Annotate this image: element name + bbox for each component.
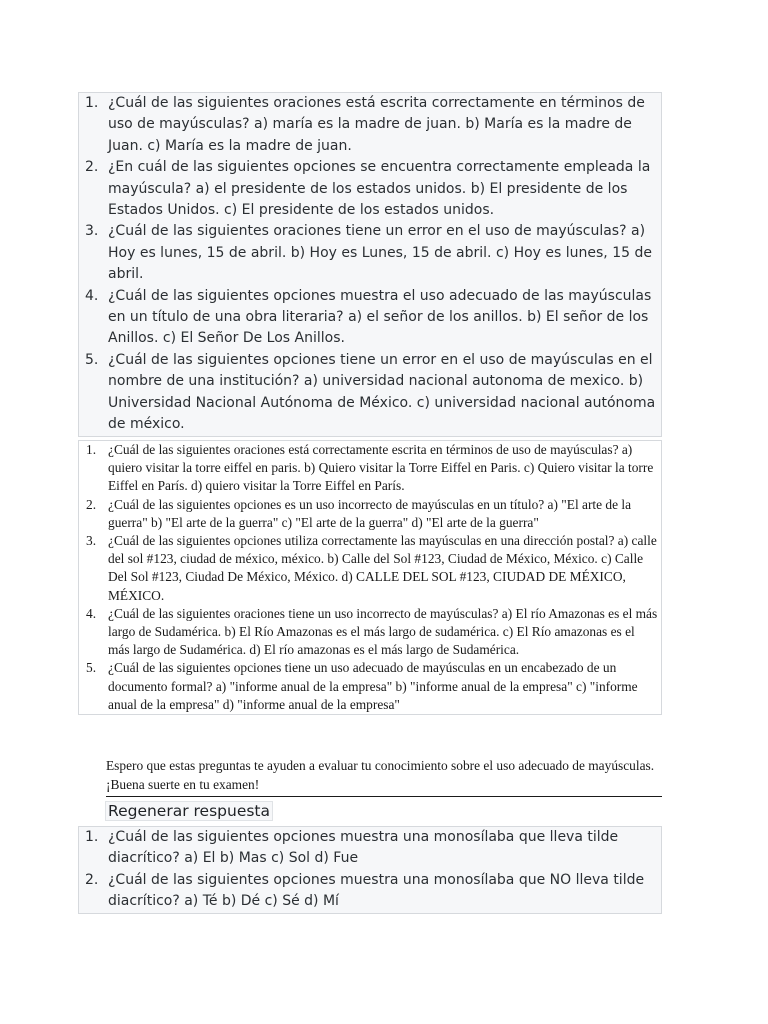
item-text: ¿Cuál de las siguientes opciones muestra una monosílaba que NO lleva tilde diacrítico? a) Té b) Dé c) Sé d) Mí bbox=[108, 871, 645, 910]
list-item bbox=[79, 496, 661, 532]
item-text: ¿Cuál de las siguientes opciones tiene un uso adecuado de mayúsculas en un encabezado de un documento formal? a) "informe anual de la empresa" b) "informe anual de la empresa" c) "informe anual de la empresa" d) "informe anual de la empresa" bbox=[108, 660, 638, 712]
closing-text: Espero que estas preguntas te ayuden a evaluar tu conocimiento sobre el uso adecuado de mayúsculas. ¡Buena suerte en tu examen! bbox=[106, 756, 662, 797]
list-item bbox=[79, 350, 661, 436]
item-number: 3. bbox=[85, 223, 99, 240]
item-number: 3. bbox=[86, 533, 97, 549]
list-item bbox=[79, 659, 661, 714]
item-text: ¿Cuál de las siguientes opciones utiliza correctamente las mayúsculas en una dirección postal? a) calle del sol #123, ciudad de méxico, méxico. b) Calle del Sol #123, Ciudad de México, México. c) Calle Del Sol #123, Ciudad De México, México. d) CALLE DEL SOL #123, CIUDAD DE MÉXICO, MÉXICO. bbox=[108, 533, 657, 603]
list-item bbox=[79, 605, 661, 660]
item-text: ¿Cuál de las siguientes opciones muestra una monosílaba que lleva tilde diacrítico? a) El b) Mas c) Sol d) Fue bbox=[108, 829, 619, 867]
item-text: ¿Cuál de las siguientes opciones tiene un error en el uso de mayúsculas en el nombre de una institución? a) universidad nacional autonoma de mexico. b) Universidad Nacional Autónoma de México. c) universidad nacional autónoma de méxico. bbox=[108, 351, 656, 433]
item-text: ¿Cuál de las siguientes oraciones tiene un uso incorrecto de mayúsculas? a) El río Amazonas es el más largo de Sudamérica. b) El Río Amazonas es el más largo de sudamérica. c) El Río amazonas es el más largo de Sudamérica. d) El río amazonas es el más largo de Sudamérica. bbox=[108, 605, 658, 658]
item-text: ¿Cuál de las siguientes oraciones está correctamente escrita en términos de uso de mayúsculas? a) quiero visitar la torre eiffel en paris. b) Quiero visitar la Torre Eiffel en Paris. c) Quiero visitar la torre Eiffel en París. d) quiero visitar la Torre Eiffel en París. bbox=[108, 442, 654, 494]
closing-message bbox=[106, 756, 662, 797]
question-list-2 bbox=[78, 440, 662, 715]
item-text: ¿Cuál de las siguientes oraciones está escrita correctamente en términos de uso de mayúsculas? a) maría es la madre de juan. b) María es la madre de Juan. c) María es la madre de juan. bbox=[108, 95, 645, 154]
list-item bbox=[79, 827, 661, 870]
item-number: 1. bbox=[86, 442, 97, 457]
regenerate-response-button[interactable]: Regenerar respuesta bbox=[105, 801, 273, 821]
item-number: 4. bbox=[85, 287, 99, 304]
item-number: 1. bbox=[85, 829, 99, 845]
item-number: 5. bbox=[85, 351, 99, 368]
list-item bbox=[79, 441, 661, 496]
item-number: 2. bbox=[85, 159, 99, 176]
item-text: ¿Cuál de las siguientes oraciones tiene un error en el uso de mayúsculas? a) Hoy es lunes, 15 de abril. b) Hoy es Lunes, 15 de abril. c) Hoy es lunes, 15 de abril. bbox=[108, 223, 652, 283]
item-text: ¿En cuál de las siguientes opciones se encuentra correctamente empleada la mayúscula? a) el presidente de los estados unidos. b) El presidente de los Estados Unidos. c) El presidente de los estados unidos. bbox=[108, 159, 651, 219]
list-item bbox=[79, 221, 661, 285]
item-number: 2. bbox=[86, 496, 97, 512]
list-item bbox=[79, 286, 661, 350]
question-list-3 bbox=[78, 826, 662, 914]
list-item bbox=[79, 870, 661, 913]
list-item bbox=[79, 93, 661, 157]
item-number: 1. bbox=[85, 95, 99, 111]
item-number: 4. bbox=[86, 605, 97, 621]
item-number: 2. bbox=[85, 871, 99, 888]
item-text: ¿Cuál de las siguientes opciones muestra el uso adecuado de las mayúsculas en un título de una obra literaria? a) el señor de los anillos. b) El señor de los Anillos. c) El Señor De Los Anillos. bbox=[108, 287, 652, 347]
list-item bbox=[79, 532, 661, 605]
item-number: 5. bbox=[86, 660, 97, 676]
item-text: ¿Cuál de las siguientes opciones es un uso incorrecto de mayúsculas en un título? a) "El arte de la guerra" b) "El arte de la guerra" c) "El arte de la guerra" d) "El arte de la guerra" bbox=[108, 496, 632, 530]
list-item bbox=[79, 157, 661, 221]
question-list-1 bbox=[78, 92, 662, 437]
